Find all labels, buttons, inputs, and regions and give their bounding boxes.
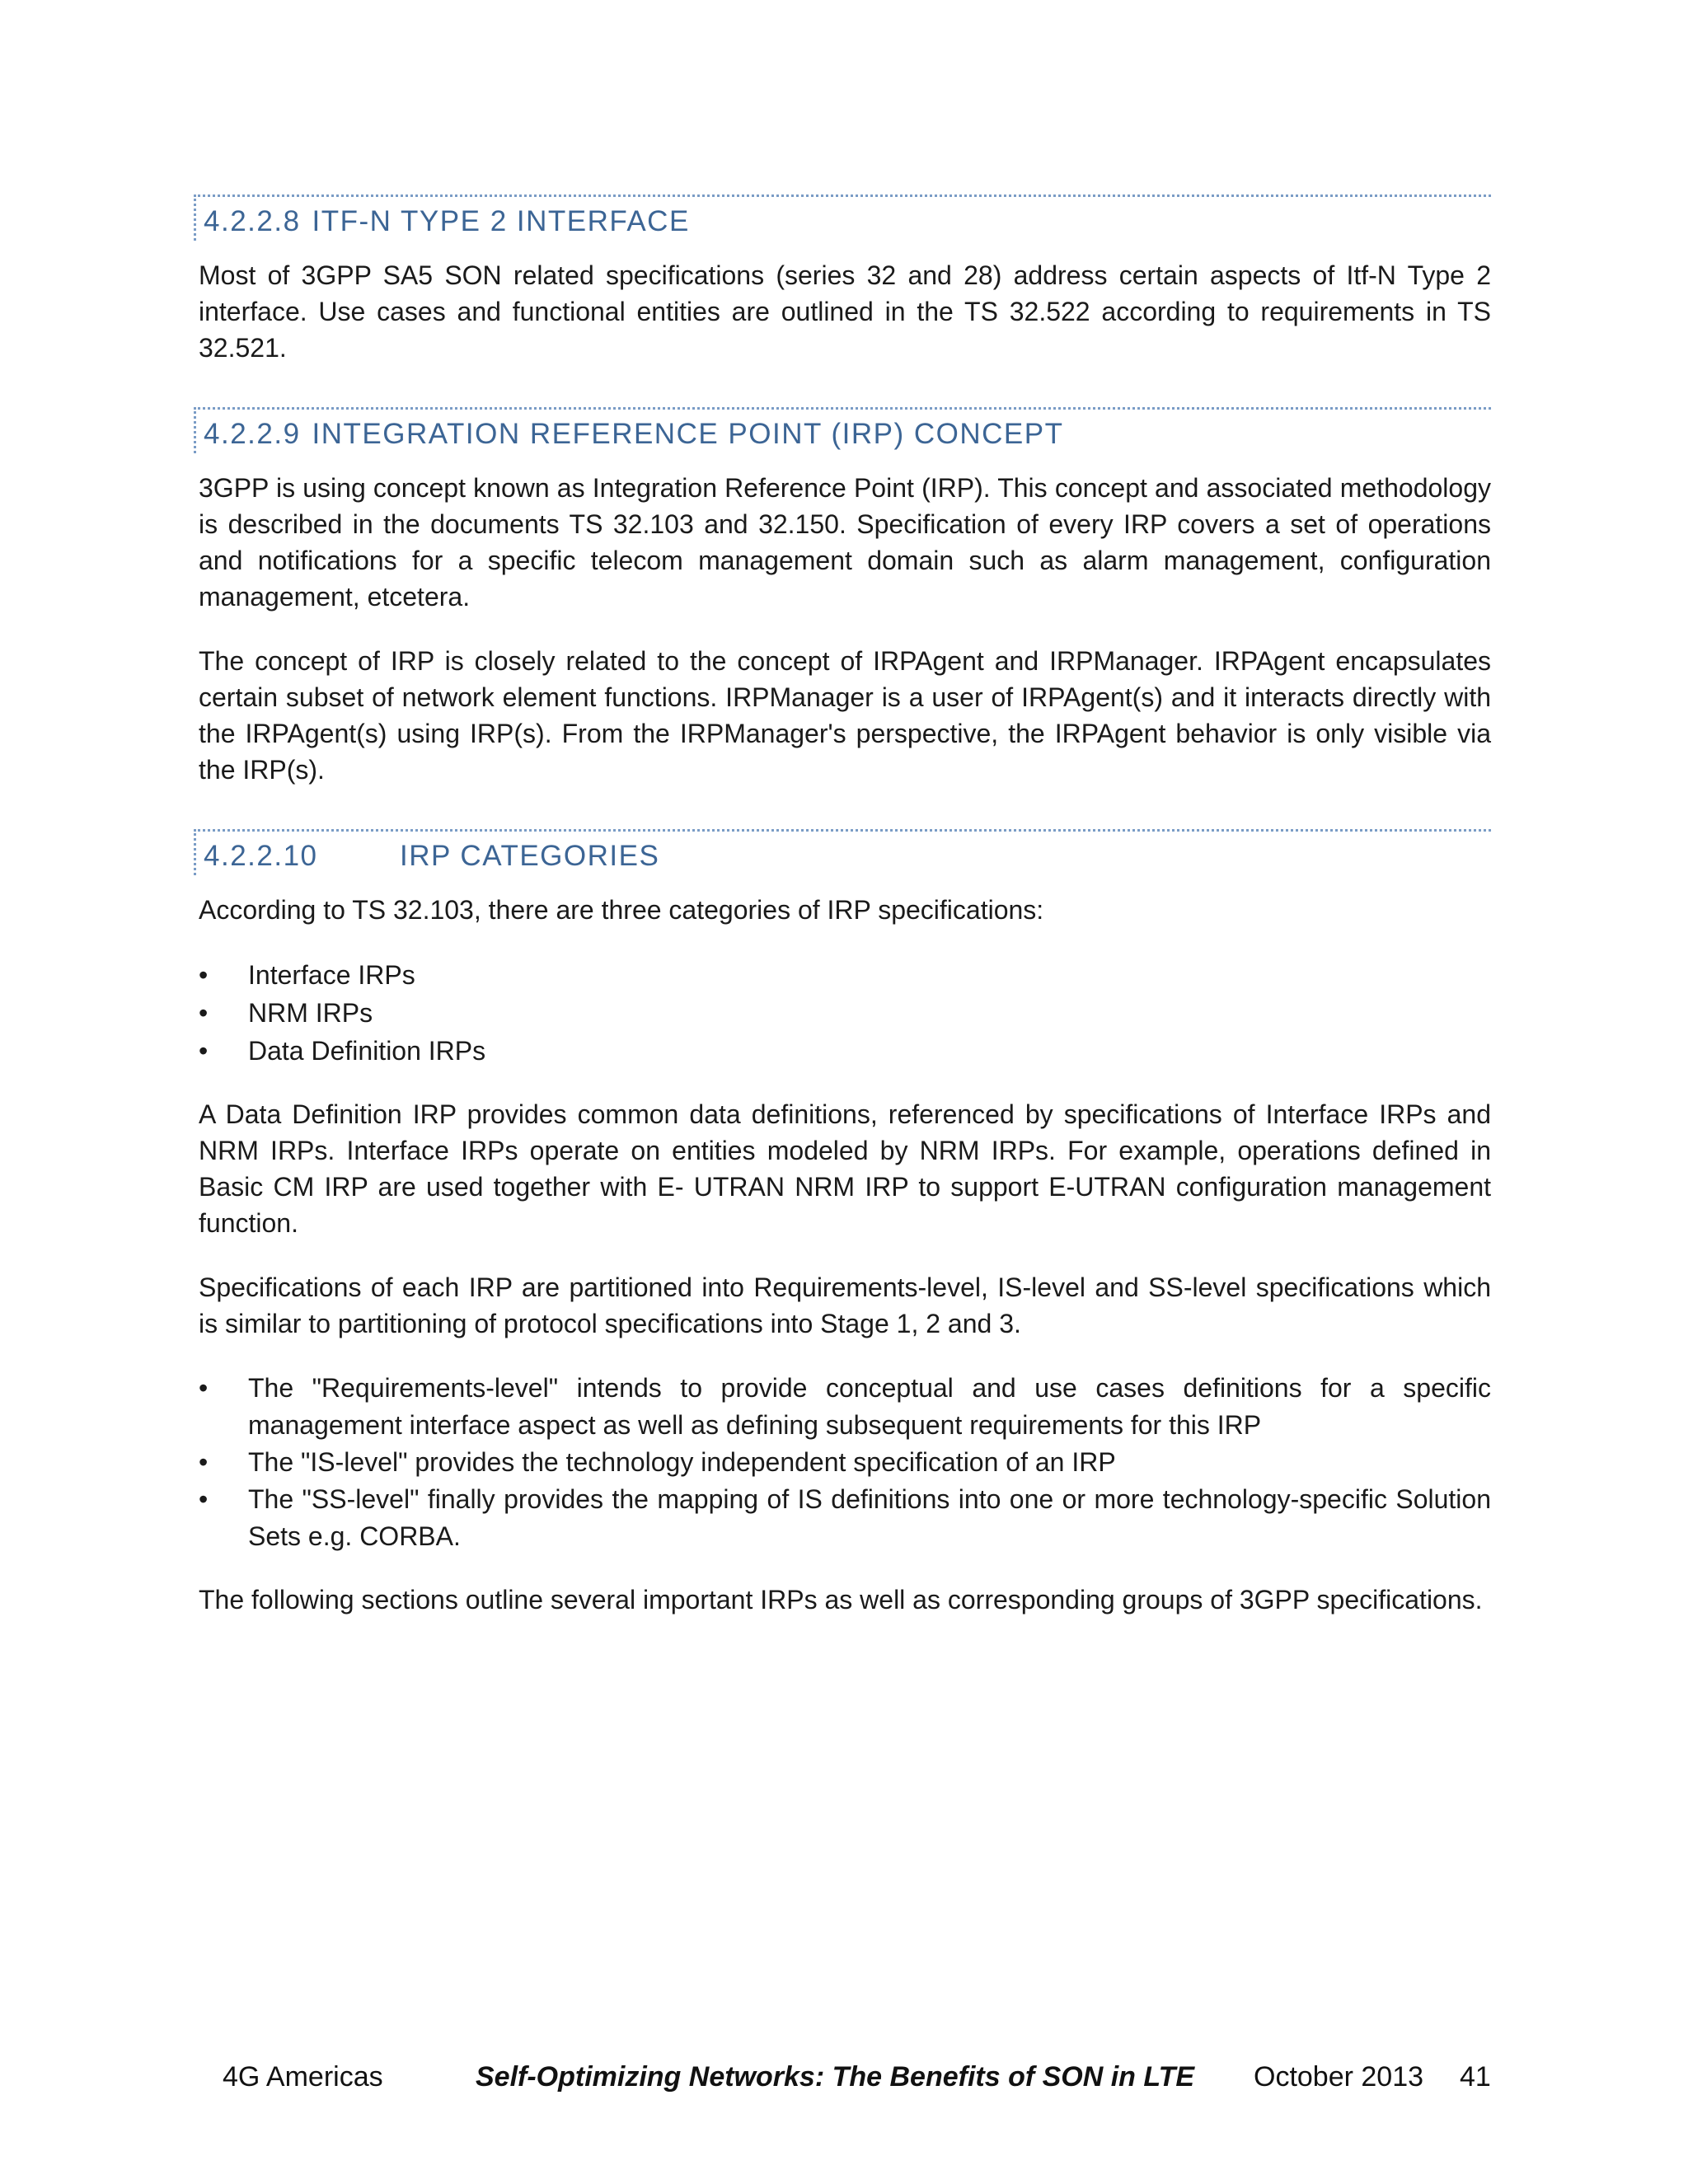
section-irp-concept (199, 407, 1491, 788)
section-irp-categories (199, 829, 1491, 1618)
section-number: 4.2.2.10 (204, 840, 318, 872)
section-number: 4.2.2.9 (204, 418, 301, 450)
list-item: • Interface IRPs (199, 956, 1491, 994)
paragraph: A Data Definition IRP provides common data definitions, referenced by specifications of Interface IRPs and NRM IRPs. Interface IRPs operate on entities modeled by NRM IRPs. For example, operations defined in Basic CM IRP are used together with E- UTRAN NRM IRP to support E-UTRAN configuration management function. (199, 1099, 1491, 1238)
paragraph: According to TS 32.103, there are three categories of IRP specifications: (199, 895, 1044, 925)
page-number: 41 (1460, 2061, 1491, 2093)
specification-level-list (199, 1370, 1491, 1555)
paragraph: The following sections outline several important IRPs as well as corresponding groups of 3GPP specifications. (199, 1585, 1483, 1615)
paragraph: The concept of IRP is closely related to the concept of IRPAgent and IRPManager. IRPAgent encapsulates certain subset of network element functions. IRPManager is a user of IRPAgent(s) and it interacts directly with the IRPAgent(s) using IRP(s). From the IRPManager's perspective, the IRPAgent behavior is only visible via the IRP(s). (199, 646, 1491, 785)
list-item: • The "Requirements-level" intends to provide conceptual and use cases definitions for a specific management interface aspect as well as defining subsequent requirements for this IRP (199, 1370, 1491, 1444)
list-item: • NRM IRPs (199, 994, 1491, 1032)
footer-organization: 4G Americas (223, 2061, 383, 2093)
page-footer (223, 2056, 1492, 2097)
section-heading (194, 194, 1491, 241)
footer-date: October 2013 (1254, 2061, 1424, 2093)
paragraph: 3GPP is using concept known as Integration Reference Point (IRP). This concept and associated methodology is described in the documents TS 32.103 and 32.150. Specification of every IRP covers a set of operations and notifications for a specific telecom management domain such as alarm management, configuration management, etcetera. (199, 473, 1491, 612)
section-title: ITF-N TYPE 2 INTERFACE (312, 205, 690, 237)
list-item: • The "SS-level" finally provides the mapping of IS definitions into one or more technology-specific Solution Sets e.g. CORBA. (199, 1481, 1491, 1555)
list-item: • Data Definition IRPs (199, 1032, 1491, 1070)
paragraph: Most of 3GPP SA5 SON related specifications (series 32 and 28) address certain aspects of Itf-N Type 2 interface. Use cases and functional entities are outlined in the TS 32.522 according to requirements in TS 32.521. (199, 260, 1491, 363)
section-heading (194, 407, 1491, 453)
paragraph: Specifications of each IRP are partitioned into Requirements-level, IS-level and SS-level specifications which is similar to partitioning of protocol specifications into Stage 1, 2 and 3. (199, 1272, 1491, 1338)
section-itf-n-type-2 (199, 194, 1491, 366)
section-title: IRP CATEGORIES (400, 840, 660, 872)
page-content (199, 194, 1491, 1618)
section-heading (194, 829, 1491, 875)
footer-document-title: Self-Optimizing Networks: The Benefits of SON in LTE (476, 2061, 1195, 2093)
irp-category-list (199, 956, 1491, 1070)
section-title: INTEGRATION REFERENCE POINT (IRP) CONCEPT (312, 418, 1064, 450)
section-number: 4.2.2.8 (204, 205, 301, 237)
list-item: • The "IS-level" provides the technology independent specification of an IRP (199, 1444, 1491, 1481)
